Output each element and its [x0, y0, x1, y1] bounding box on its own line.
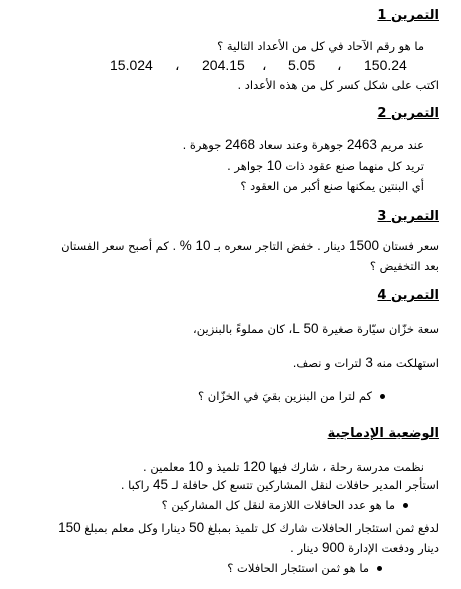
text: سعة خزّان سيّارة صغيرة [318, 322, 439, 336]
exercise-3-line-1 [61, 238, 439, 254]
bullet-icon [403, 503, 408, 508]
exercise-2-line-3: أي البنتين يمكنها صنع أكبر من العقود ؟ [240, 179, 424, 193]
text: معلمين . [143, 460, 189, 474]
exercise-1-title: التمرين 1 [377, 8, 439, 23]
exercise-4-title: التمرين 4 [377, 288, 439, 303]
integration-line-4 [58, 520, 439, 536]
exercise-2-line-1 [183, 137, 424, 153]
exercise-2-title: التمرين 2 [377, 106, 439, 121]
text: جوهرة وعند سعاد [255, 138, 347, 152]
separator: ، [262, 57, 267, 73]
text: راكبا . [120, 478, 154, 492]
separator: ، [175, 57, 180, 73]
text: عند مريم [376, 138, 424, 152]
exercise-4-line-3 [198, 388, 385, 404]
exercise-3-title: التمرين 3 [377, 209, 439, 224]
text: لدفع ثمن استئجار الحافلات شارك كل تلميذ بمبلغ [204, 521, 439, 535]
number: 10 % [179, 238, 211, 253]
text: تريد كل منهما صنع عقود ذات [281, 159, 424, 173]
text: نظمت مدرسة رحلة ، شارك فيها [265, 460, 424, 474]
bullet-icon [380, 394, 385, 399]
text: ما هو عدد الحافلات اللازمة لنقل كل المشاركين ؟ [161, 498, 395, 512]
text: سعر فستان [378, 239, 439, 253]
text: ، كان مملوءً بالبنزين، [193, 322, 293, 336]
number: 50 [189, 520, 205, 535]
exercise-3-line-2: بعد التخفيض ؟ [369, 259, 439, 273]
text: جواهر . [227, 159, 267, 173]
number-1: 15.024 [110, 57, 153, 73]
number: 45 [153, 477, 169, 492]
number: 2468 [225, 137, 256, 152]
text: . كم أصبح سعر الفستان [61, 239, 180, 253]
integration-line-3 [162, 497, 408, 513]
separator: ، [337, 57, 342, 73]
number: 3 [365, 355, 373, 370]
exercise-1-question-2: اكتب على شكل كسر كل من هذه الأعداد . [237, 78, 439, 92]
exercise-2-line-2 [227, 158, 424, 174]
text: استأجر المدير حافلات لنقل المشاركين تتسع كل حافلة لـ [168, 478, 439, 492]
number: 150 [58, 520, 81, 535]
text: ما هو ثمن استئجار الحافلات ؟ [227, 561, 369, 575]
text: تلميذ و [203, 460, 244, 474]
text: دينارا وكل معلم بمبلغ [80, 521, 190, 535]
number: 900 [321, 540, 345, 555]
number: 120 [243, 459, 266, 474]
text: كم لترا من البنزين بقيَ في الخزّان ؟ [198, 389, 372, 403]
text: دينار . [290, 541, 322, 555]
integration-line-5 [290, 540, 439, 556]
integration-title: الوضعية الإدماجية [327, 426, 439, 441]
number: 2463 [346, 137, 377, 152]
number-3: 5.05 [288, 57, 316, 73]
text: جوهرة . [182, 138, 226, 152]
number-2: 204.15 [202, 57, 245, 73]
exercise-1-question-1: ما هو رقم الآحاد في كل من الأعداد التالية ؟ [217, 39, 424, 53]
exercise-1-numbers [110, 56, 410, 74]
integration-line-6 [227, 560, 382, 576]
exercise-4-line-1 [193, 321, 439, 337]
number: 10 [188, 459, 204, 474]
integration-line-1 [143, 459, 424, 475]
text: استهلكت منه [372, 356, 439, 370]
number: 10 [266, 158, 282, 173]
number: 50 L [292, 321, 319, 336]
text: دينار ودفعت الإدارة [344, 541, 439, 555]
integration-line-2 [121, 477, 439, 493]
text: دينار . خفض التاجر سعره بـ [210, 239, 349, 253]
number-4: 150.24 [364, 57, 407, 73]
number: 1500 [348, 238, 379, 253]
text: لترات و نصف. [292, 356, 366, 370]
exercise-4-line-2 [293, 355, 439, 371]
bullet-icon [377, 566, 382, 571]
